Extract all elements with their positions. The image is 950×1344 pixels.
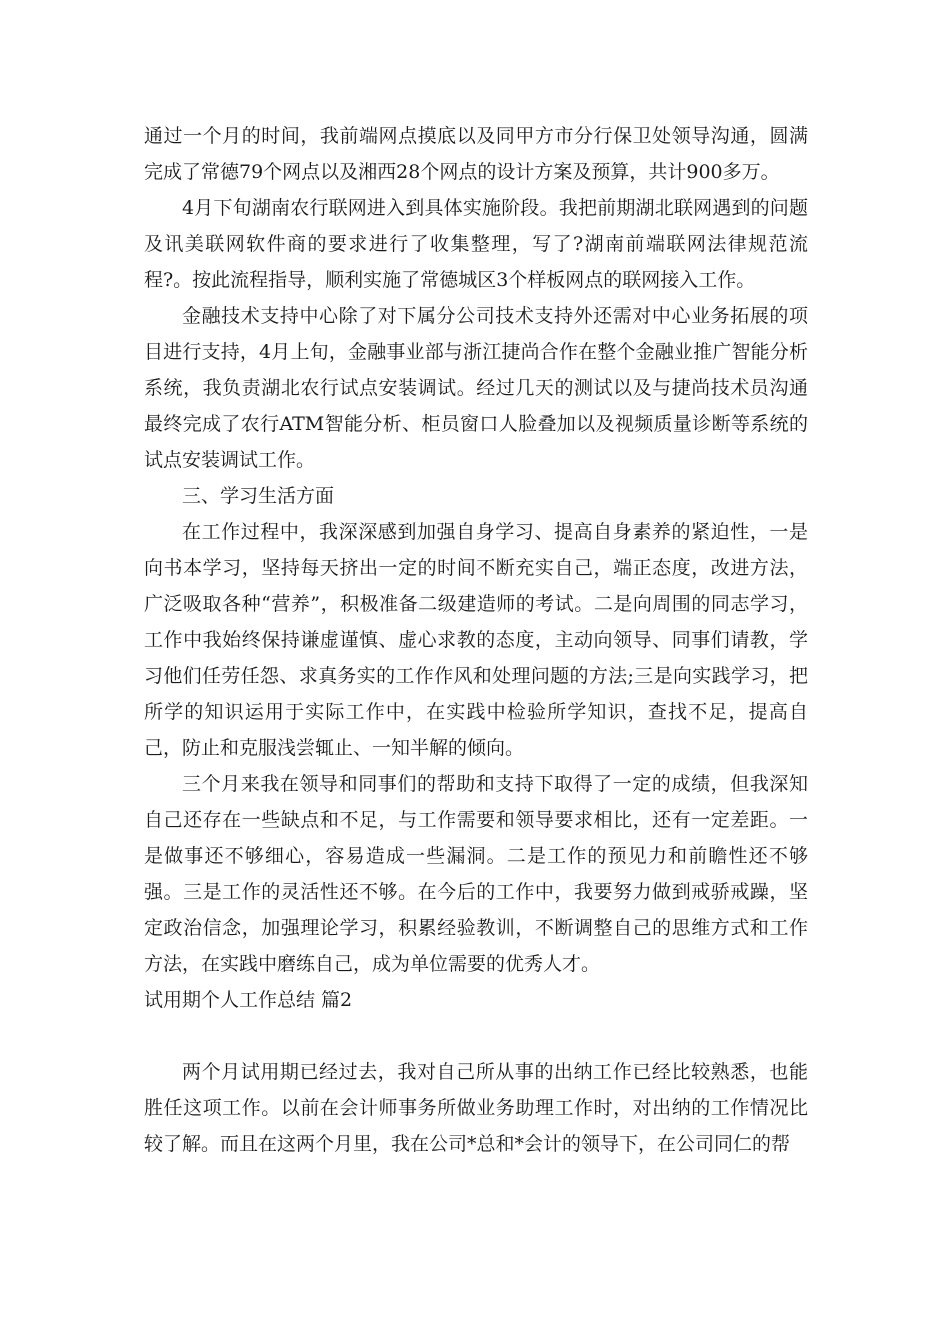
blank-line <box>144 1018 808 1054</box>
section-heading: 三、学习生活方面 <box>182 485 335 507</box>
body-paragraph: 在工作过程中，我深深感到加强自身学习、提高自身素养的紧迫性，一是向书本学习，坚持每天挤出一定的时间不断充实自己，端正态度，改进方法，广泛吸取各种“营养”，积极准备二级建造师的考试。二是向周围的同志学习，工作中我始终保持谦虚谨慎、虚心求教的态度，主动向领导、同事们请教，学习他们任劳任怨、求真务实的工作作风和处理问题的方法;三是向实践学习，把所学的知识运用于实际工作中，在实践中检验所学知识，查找不足，提高自己，防止和克服浅尝辄止、一知半解的倾向。 <box>144 521 808 759</box>
body-paragraph: 通过一个月的时间，我前端网点摸底以及同甲方市分行保卫处领导沟通，圆满完成了常德79个网点以及湘西28个网点的设计方案及预算，共计900多万。 <box>144 125 808 183</box>
body-paragraph: 金融技术支持中心除了对下属分公司技术支持外还需对中心业务拓展的项目进行支持，4月上旬，金融事业部与浙江捷尚合作在整个金融业推广智能分析系统，我负责湖北农行试点安装调试。经过几天的测试以及与捷尚技术员沟通最终完成了农行ATM智能分析、柜员窗口人脸叠加以及视频质量诊断等系统的试点安装调试工作。 <box>144 305 808 471</box>
body-paragraph: 两个月试用期已经过去，我对自己所从事的出纳工作已经比较熟悉，也能胜任这项工作。以前在会计师事务所做业务助理工作时，对出纳的工作情况比较了解。而且在这两个月里，我在公司*总和*会计的领导下，在公司同仁的帮 <box>144 1061 808 1155</box>
article-title: 试用期个人工作总结 篇2 <box>144 989 353 1011</box>
body-paragraph: 4月下旬湖南农行联网进入到具体实施阶段。我把前期湖北联网遇到的问题及讯美联网软件商的要求进行了收集整理，写了?湖南前端联网法律规范流程?。按此流程指导，顺利实施了常德城区3个样板网点的联网接入工作。 <box>144 197 808 291</box>
document-body <box>144 118 808 1162</box>
body-paragraph: 三个月来我在领导和同事们的帮助和支持下取得了一定的成绩，但我深知自己还存在一些缺点和不足，与工作需要和领导要求相比，还有一定差距。一是做事还不够细心，容易造成一些漏洞。二是工作的预见力和前瞻性还不够强。三是工作的灵活性还不够。在今后的工作中，我要努力做到戒骄戒躁，坚定政治信念，加强理论学习，积累经验教训，不断调整自己的思维方式和工作方法，在实践中磨练自己，成为单位需要的优秀人才。 <box>144 773 808 975</box>
